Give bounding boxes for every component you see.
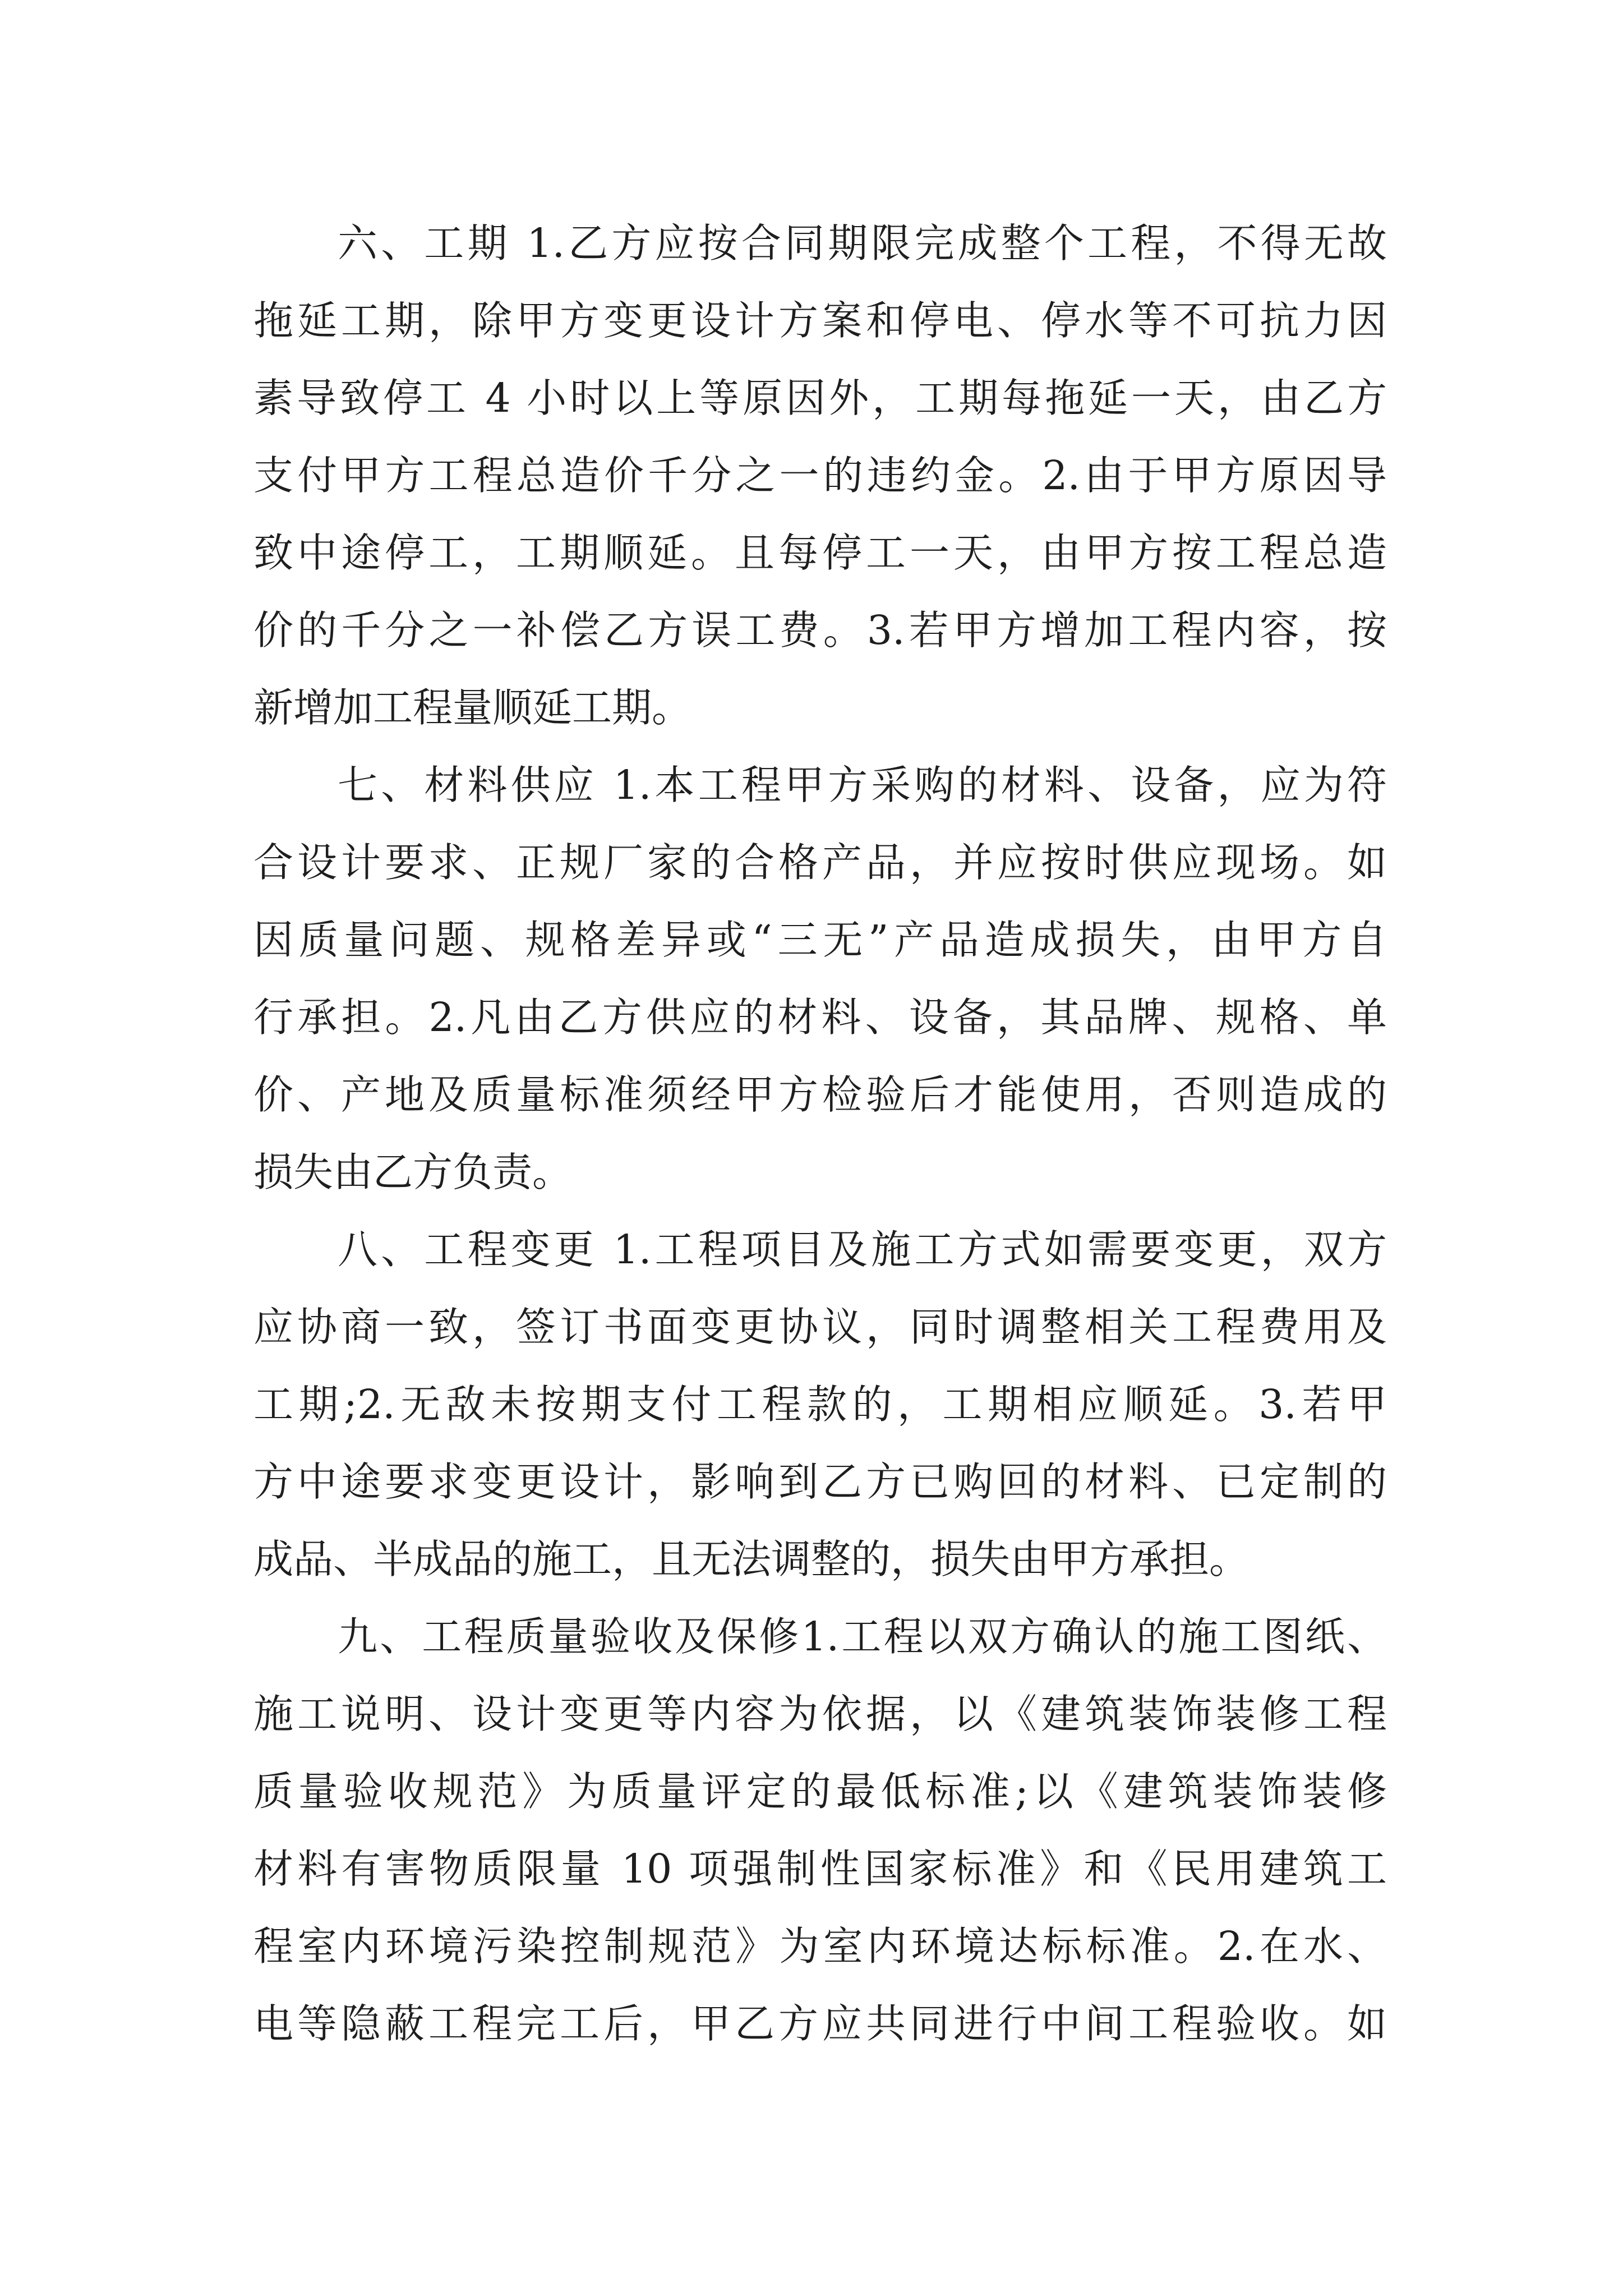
paragraph-material-supply bbox=[253, 747, 1387, 1211]
text-line: 程室内环境污染控制规范》为室内环境达标标准。2.在水、 bbox=[253, 1923, 1387, 1970]
text-line: 拖延工期，除甲方变更设计方案和停电、停水等不可抗力因 bbox=[253, 297, 1387, 344]
text-line: 新增加工程量顺延工期。 bbox=[253, 684, 692, 731]
paragraph-project-changes bbox=[253, 1211, 1387, 1598]
text-line: 应协商一致，签订书面变更协议，同时调整相关工程费用及 bbox=[253, 1304, 1387, 1350]
text-line: 成品、半成品的施工，且无法调整的，损失由甲方承担。 bbox=[253, 1536, 1249, 1582]
text-line: 行承担。2.凡由乙方供应的材料、设备，其品牌、规格、单 bbox=[253, 994, 1387, 1041]
text-line: 支付甲方工程总造价千分之一的违约金。2.由于甲方原因导 bbox=[253, 452, 1387, 499]
text-line: 电等隐蔽工程完工后，甲乙方应共同进行中间工程验收。如 bbox=[253, 2000, 1387, 2047]
document-body bbox=[253, 205, 1387, 2063]
text-line: 工期;2.无敌未按期支付工程款的，工期相应顺延。3.若甲 bbox=[253, 1381, 1387, 1428]
text-line: 合设计要求、正规厂家的合格产品，并应按时供应现场。如 bbox=[253, 839, 1387, 886]
text-line: 损失由乙方负责。 bbox=[253, 1149, 573, 1195]
text-line: 价的千分之一补偿乙方误工费。3.若甲方增加工程内容，按 bbox=[253, 607, 1387, 654]
paragraph-quality-acceptance bbox=[253, 1598, 1387, 2063]
text-line: 八、工程变更 1.工程项目及施工方式如需要变更，双方 bbox=[338, 1226, 1387, 1273]
text-line: 施工说明、设计变更等内容为依据，以《建筑装饰装修工程 bbox=[253, 1691, 1387, 1737]
text-line: 九、工程质量验收及保修1.工程以双方确认的施工图纸、 bbox=[338, 1613, 1387, 1660]
text-line: 材料有害物质限量 10 项强制性国家标准》和《民用建筑工 bbox=[253, 1846, 1387, 1892]
text-line: 六、工期 1.乙方应按合同期限完成整个工程，不得无故 bbox=[338, 220, 1387, 266]
text-line: 致中途停工，工期顺延。且每停工一天，由甲方按工程总造 bbox=[253, 530, 1387, 576]
text-line: 价、产地及质量标准须经甲方检验后才能使用，否则造成的 bbox=[253, 1071, 1387, 1118]
text-line: 因质量问题、规格差异或“三无”产品造成损失，由甲方自 bbox=[253, 917, 1387, 963]
text-line: 七、材料供应 1.本工程甲方采购的材料、设备，应为符 bbox=[338, 762, 1387, 808]
text-line: 质量验收规范》为质量评定的最低标准;以《建筑装饰装修 bbox=[253, 1768, 1387, 1815]
text-line: 素导致停工 4 小时以上等原因外，工期每拖延一天，由乙方 bbox=[253, 375, 1387, 421]
text-line: 方中途要求变更设计，影响到乙方已购回的材料、已定制的 bbox=[253, 1458, 1387, 1505]
paragraph-construction-period bbox=[253, 205, 1387, 747]
